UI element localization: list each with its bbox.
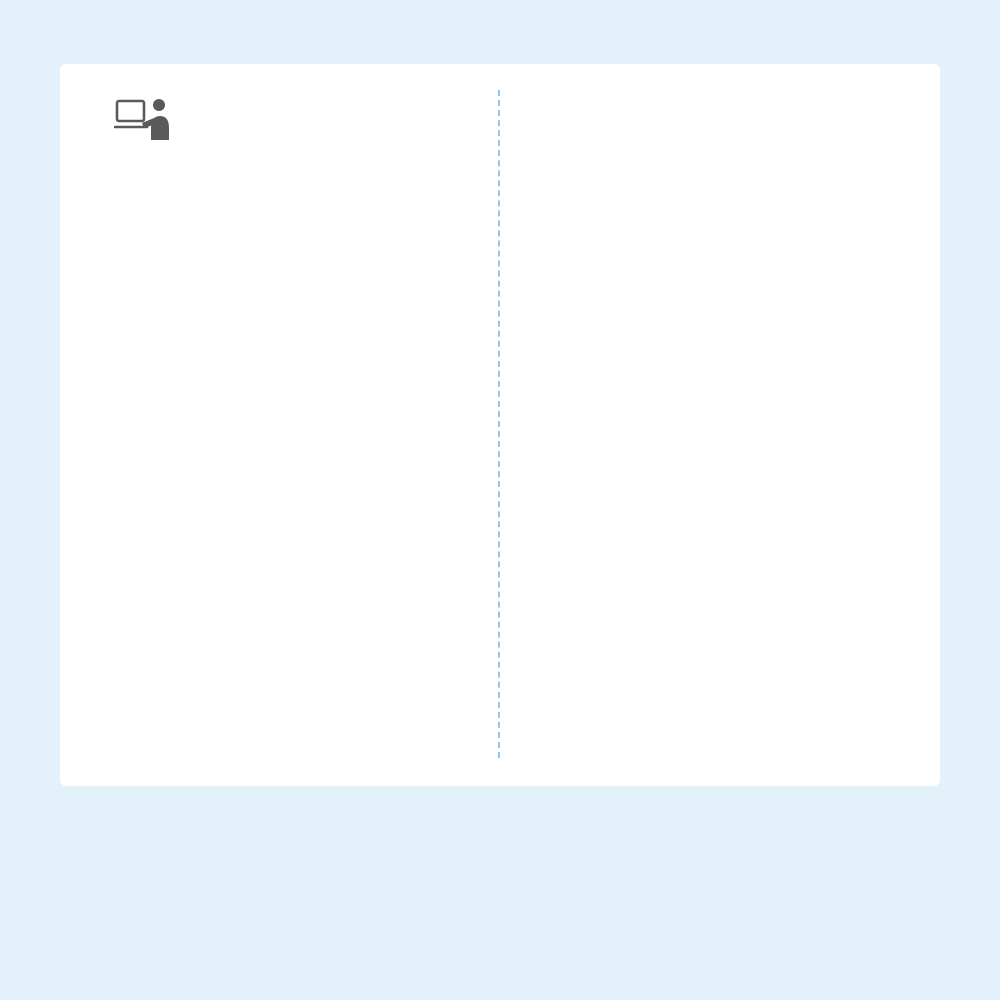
- alternative-methods-column: [500, 90, 910, 758]
- methods-panel: [60, 64, 940, 786]
- form-entry-column: [90, 90, 500, 758]
- form-entry-header: [102, 96, 453, 140]
- form-entry-icon: [114, 96, 176, 140]
